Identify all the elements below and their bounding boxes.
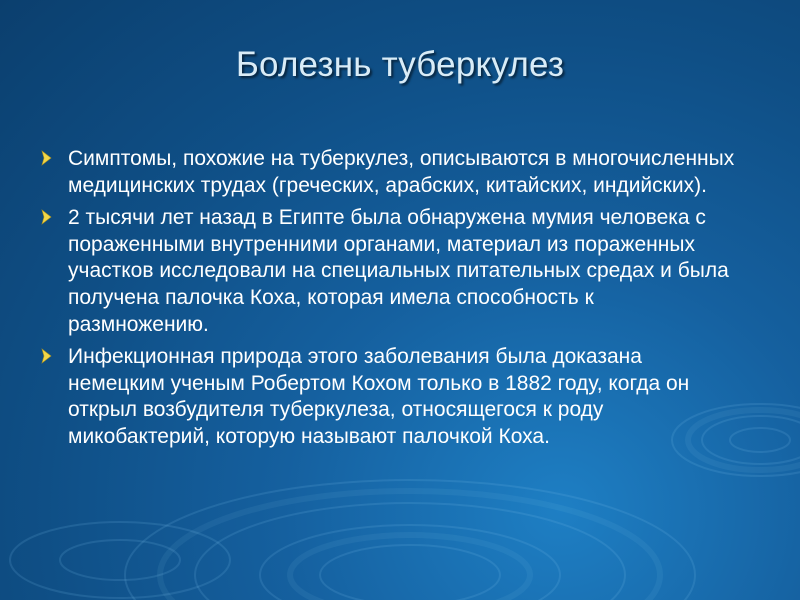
bullet-item xyxy=(40,205,740,338)
bullet-text: Симптомы, похожие на туберкулез, описываются в многочисленных медицинских трудах (греческих, арабских, китайских, индийских). xyxy=(68,147,735,197)
bullet-item xyxy=(40,146,740,199)
chevron-right-icon xyxy=(40,208,54,226)
chevron-right-icon xyxy=(40,149,54,167)
bullet-item xyxy=(40,344,740,450)
chevron-right-icon xyxy=(40,347,54,365)
slide-title: Болезнь туберкулез xyxy=(235,45,565,84)
bullet-list xyxy=(40,146,740,457)
bullet-text: Инфекционная природа этого заболевания была доказана немецким ученым Робертом Кохом только в 1882 году, когда он открыл возбудителя туберкулеза, относящегося к роду микобактерий, которую называют палочкой Коха. xyxy=(68,345,690,448)
bullet-text: 2 тысячи лет назад в Египте была обнаружена мумия человека с пораженными внутренними органами, материал из пораженных участков исследовали на специальных питательных средах и была получена палочка Коха, которая имела способность к размножению. xyxy=(68,206,729,336)
